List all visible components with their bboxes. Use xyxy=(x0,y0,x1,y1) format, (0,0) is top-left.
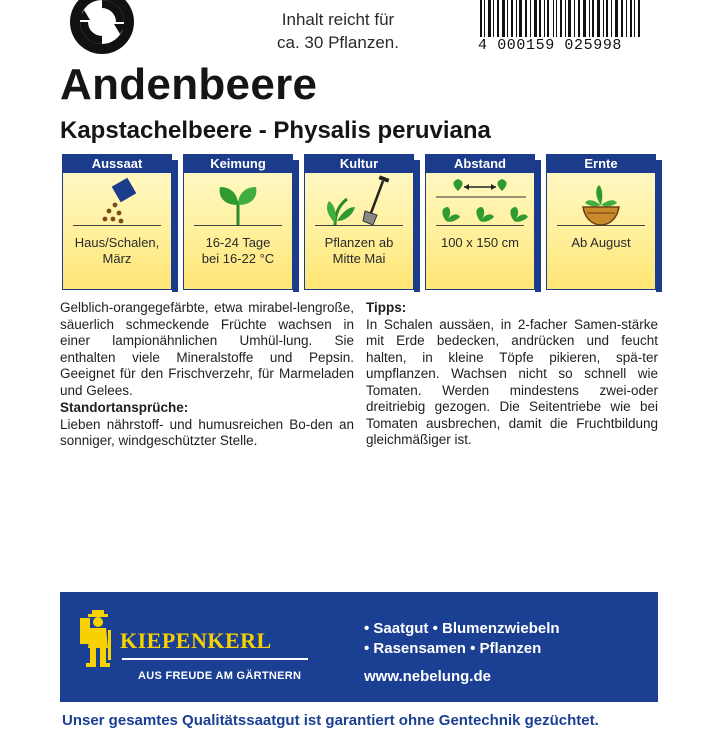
panel-text-line: 100 x 150 cm xyxy=(440,235,520,250)
tips-heading: Tipps: xyxy=(366,300,407,315)
panel-text xyxy=(549,235,653,251)
tips-text: In Schalen aussäen, in 2-facher Samen-stärke mit Erde bedecken, andrücken und feucht halten, in kleine Töpfe pikieren, spä-ter umpflanzen. Wachsen nicht so schnell wie Tomaten. Werden mindestens zwei-oder dreitriebig gezogen. Die Seitentriebe wie bei Tomaten ausbrechen, damit die Fruchtbildung gleichmäßiger ist. xyxy=(366,316,658,447)
panel-shadow xyxy=(293,160,299,292)
yield-line-2: ca. 30 Pflanzen. xyxy=(277,33,399,52)
panel-kultur xyxy=(304,154,414,290)
brand-slogan: AUS FREUDE AM GÄRTNERN xyxy=(138,670,302,682)
panel-shadow xyxy=(172,160,178,292)
recycling-symbol-icon xyxy=(62,0,142,62)
feature-line-2: • Rasensamen • Pflanzen xyxy=(364,640,542,657)
panel-title: Kultur xyxy=(305,155,413,173)
panel-shadow xyxy=(535,160,541,292)
panel-title: Ernte xyxy=(547,155,655,173)
panel-text xyxy=(65,235,169,267)
panel-text xyxy=(307,235,411,267)
panel-divider xyxy=(436,225,524,226)
brand-name: KIEPENKERL xyxy=(120,628,272,653)
yield-line-1: Inhalt reicht für xyxy=(281,10,395,29)
feature-line-1: • Saatgut • Blumenzwiebeln xyxy=(364,620,560,637)
panel-abstand xyxy=(425,154,535,290)
kiepenkerl-figure-logo-icon xyxy=(78,608,118,670)
brand-divider xyxy=(122,658,308,660)
panel-text xyxy=(186,235,290,267)
gmo-free-notice: Unser gesamtes Qualitätssaatgut ist garantiert ohne Gentechnik gezüchtet. xyxy=(62,712,599,729)
product-title: Andenbeere xyxy=(60,60,318,109)
website-link[interactable]: www.nebelung.de xyxy=(364,668,491,685)
panel-shadow xyxy=(414,160,420,292)
yield-info xyxy=(248,8,428,54)
panel-divider xyxy=(73,225,161,226)
panel-title: Keimung xyxy=(184,155,292,173)
panel-divider xyxy=(194,225,282,226)
panel-ernte xyxy=(546,154,656,290)
panel-divider xyxy=(315,225,403,226)
barcode-number: 4 000159 025998 xyxy=(478,37,656,54)
panel-aussaat xyxy=(62,154,172,290)
tips-column xyxy=(366,300,658,449)
panel-keimung xyxy=(183,154,293,290)
panel-shadow xyxy=(656,160,662,292)
panel-divider xyxy=(557,225,645,226)
product-subtitle: Kapstachelbeere - Physalis peruviana xyxy=(60,117,491,144)
panel-text-line: Mitte Mai xyxy=(332,251,386,266)
panel-text-line: März xyxy=(102,251,132,266)
panel-title: Aussaat xyxy=(63,155,171,173)
location-heading: Standortansprüche: xyxy=(60,400,189,415)
description-text: Gelblich-orangegefärbte, etwa mirabel-lengroße, säuerlich schmeckende Früchte wachsen in einer lampionähnlichen Umhül-lung. Sie enthalten viele Mineralstoffe und Pepsin. Geeignet für den Frischverzehr, für Marmeladen und Gelees. xyxy=(60,300,354,398)
location-text: Lieben nährstoff- und humusreichen Bo-den an sonniger, windgeschützter Stelle. xyxy=(60,416,354,448)
panel-title: Abstand xyxy=(426,155,534,173)
description-column xyxy=(60,300,354,450)
panel-text-line: Ab August xyxy=(571,235,631,250)
panel-text-line: 16-24 Tage xyxy=(205,235,271,250)
panel-text xyxy=(428,235,532,251)
panel-text-line: Haus/Schalen, xyxy=(74,235,160,250)
panel-text-line: bei 16-22 °C xyxy=(201,251,275,266)
panel-text-line: Pflanzen ab xyxy=(324,235,394,250)
